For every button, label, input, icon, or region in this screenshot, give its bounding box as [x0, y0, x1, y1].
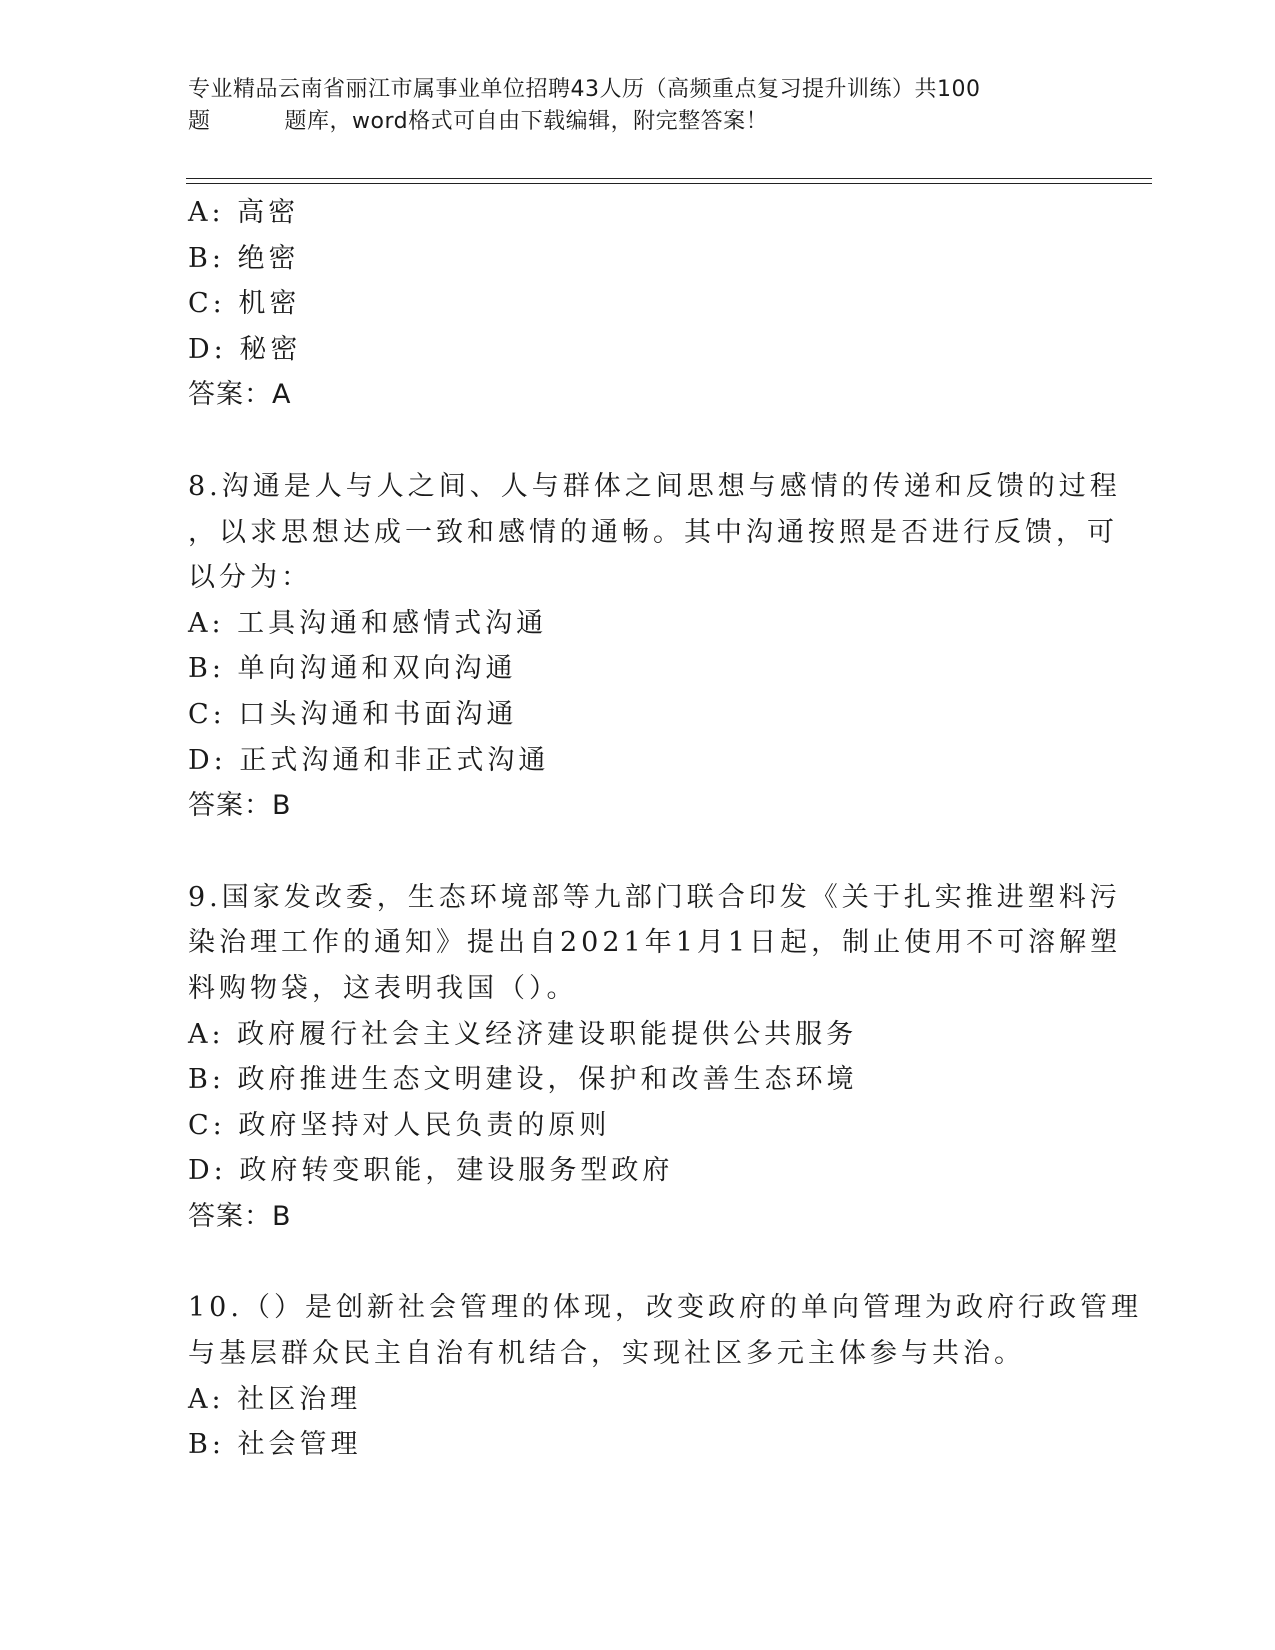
question-text-line: 9.国家发改委，生态环境部等九部门联合印发《关于扎实推进塑料污 [188, 881, 1121, 913]
question-text-line: 染治理工作的通知》提出自2021年1月1日起，制止使用不可溶解塑 [188, 927, 1122, 959]
option-b: B: 政府推进生态文明建设，保护和改善生态环境 [188, 1064, 858, 1096]
question-text-line: 10.（）是创新社会管理的体现，改变政府的单向管理为政府行政管理 [188, 1292, 1142, 1324]
question-text-line: 以分为： [188, 562, 312, 594]
spacer [188, 418, 1088, 464]
page-header [188, 74, 1088, 138]
question-text-line: ，以求思想达成一致和感情的通畅。其中沟通按照是否进行反馈，可 [188, 516, 1118, 548]
header-title-line2 [188, 106, 1088, 138]
option-a: A: 工具沟通和感情式沟通 [188, 607, 548, 639]
option-b: B: 单向沟通和双向沟通 [188, 653, 517, 685]
option-c: C: 口头沟通和书面沟通 [188, 698, 518, 730]
answer: 答案：A [188, 379, 292, 411]
spacer [188, 1239, 1088, 1285]
spacer [188, 829, 1088, 875]
option-a: A: 政府履行社会主义经济建设职能提供公共服务 [188, 1018, 858, 1050]
header-rule-top [186, 178, 1152, 179]
question-8 [188, 464, 1121, 829]
document-body [188, 190, 1142, 1468]
option-d: D: 正式沟通和非正式沟通 [188, 744, 550, 776]
header-title-line2-left: 题 [188, 109, 211, 134]
question-7-remainder [188, 190, 1088, 418]
answer: 答案：B [188, 1200, 292, 1232]
question-text-line: 与基层群众民主自治有机结合，实现社区多元主体参与共治。 [188, 1338, 1025, 1370]
option-a: A: 高密 [188, 197, 300, 228]
option-d: D: 秘密 [188, 333, 302, 365]
answer: 答案：B [188, 790, 292, 822]
header-rule-bottom [186, 183, 1152, 184]
question-text-line: 料购物袋，这表明我国（）。 [188, 972, 578, 1004]
question-9 [188, 875, 1122, 1240]
question-text-line: 8.沟通是人与人之间、人与群体之间思想与感情的传递和反馈的过程 [188, 470, 1121, 502]
option-c: C: 政府坚持对人民负责的原则 [188, 1109, 611, 1141]
question-10 [188, 1285, 1142, 1467]
option-a: A: 社区治理 [188, 1383, 362, 1415]
option-b: B: 社会管理 [188, 1429, 362, 1461]
option-b: B: 绝密 [188, 242, 300, 274]
header-title-line2-right: 题库，word格式可自由下载编辑，附完整答案！ [284, 109, 769, 134]
header-title-line1: 专业精品云南省丽江市属事业单位招聘43人历（高频重点复习提升训练）共100 [188, 77, 981, 102]
option-c: C: 机密 [188, 288, 301, 320]
option-d: D: 政府转变职能，建设服务型政府 [188, 1155, 674, 1187]
